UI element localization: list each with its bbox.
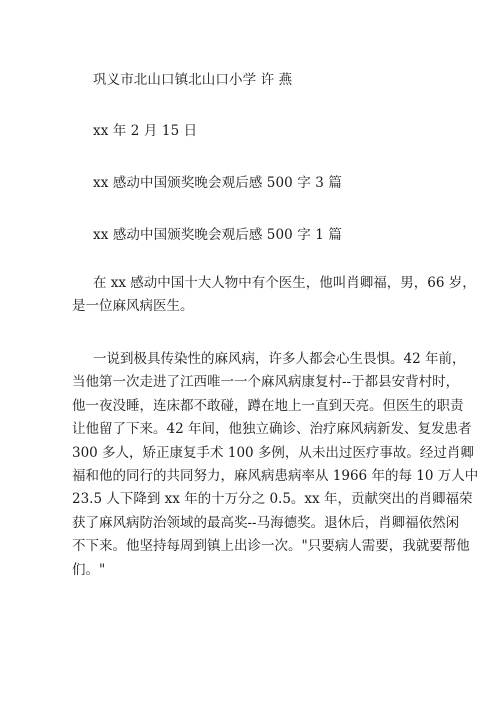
paragraph-1-line: 是一位麻风病医生。 — [72, 298, 194, 315]
paragraph-1-line: 在 xx 感动中国十大人物中有个医生，他叫肖卿福，男，66 岁， — [93, 275, 476, 291]
date-line: xx 年 2 月 15 日 — [93, 123, 198, 139]
paragraph-2-line: 他一夜没睡，连床都不敢碰，蹲在地上一直到天亮。但医生的职责 — [72, 397, 464, 414]
article-title-1: xx 感动中国颁奖晚会观后感 500 字 1 篇 — [93, 227, 342, 243]
paragraph-2-line: 福和他的同行的共同努力，麻风病患病率从 1966 年的每 10 万人中 — [72, 468, 479, 485]
paragraph-2-line: 当他第一次走进了江西唯一一个麻风病康复村--于都县安背村时， — [72, 374, 460, 391]
paragraph-2-line: 们。" — [72, 561, 106, 578]
paragraph-2-line: 23.5 人下降到 xx 年的十万分之 0.5。xx 年，贡献突出的肖卿福荣 — [72, 491, 473, 508]
paragraph-2-line: 获了麻风病防治领域的最高奖--马海德奖。退休后，肖卿福依然闲 — [72, 514, 460, 531]
paragraph-1 — [72, 272, 476, 319]
paragraph-2-line: 一说到极具传染性的麻风病，许多人都会心生畏惧。42 年前， — [93, 351, 466, 367]
article-title-3: xx 感动中国颁奖晚会观后感 500 字 3 篇 — [93, 175, 342, 191]
paragraph-2-line: 不下来。他坚持每周到镇上出诊一次。"只要病人需要，我就要帮他 — [72, 538, 470, 555]
paragraph-2 — [72, 348, 479, 582]
paragraph-2-line: 300 多人，矫正康复手术 100 多例，从未出过医疗事故。经过肖卿 — [72, 444, 474, 461]
paragraph-2-line: 让他留了下来。42 年间，他独立确诊、治疗麻风病新发、复发患者 — [72, 421, 472, 438]
author-line: 巩义市北山口镇北山口小学 许 燕 — [93, 72, 293, 88]
